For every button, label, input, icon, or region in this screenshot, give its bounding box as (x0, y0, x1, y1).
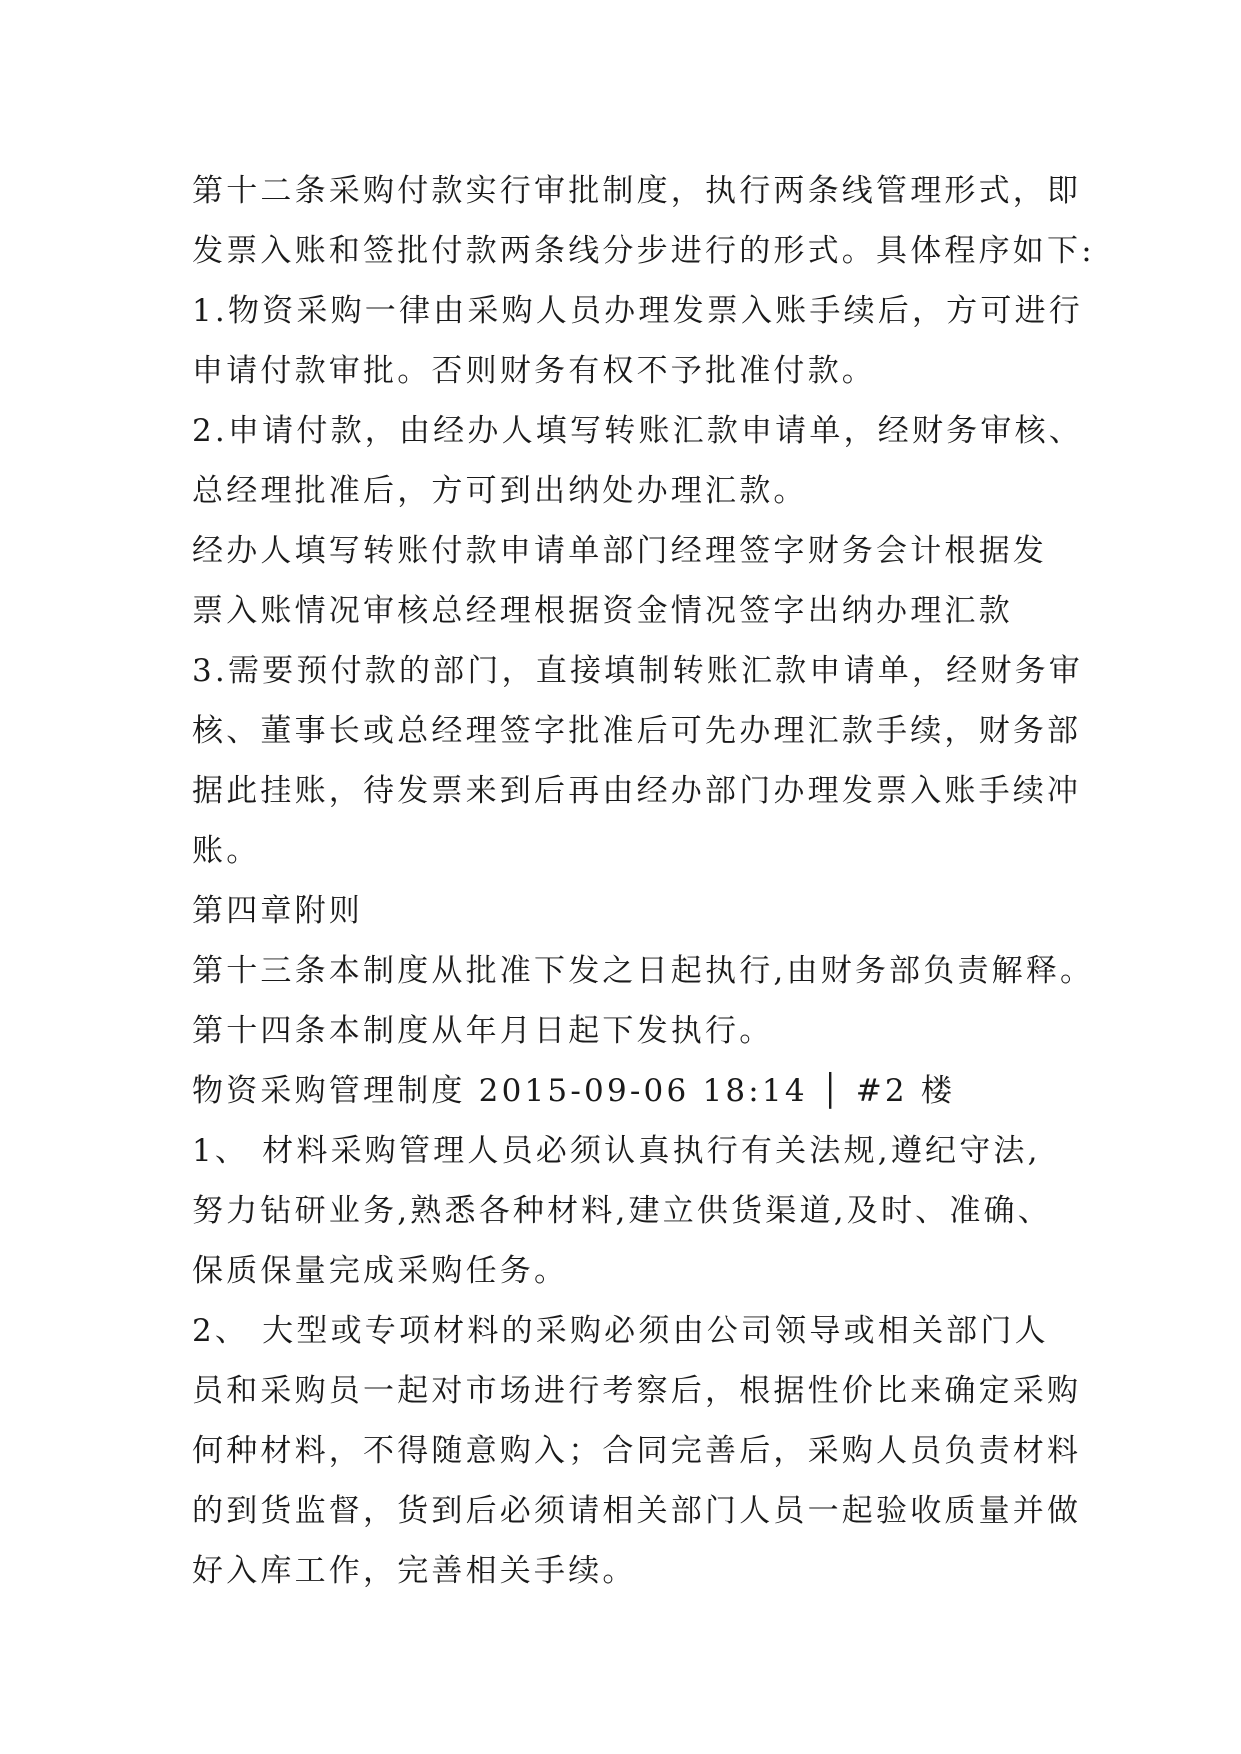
text-line: 申请付款审批。否则财务有权不予批准付款。 (192, 353, 876, 389)
text-line: 账。 (192, 833, 261, 869)
text-line: 经办人填写转账付款申请单部门经理签字财务会计根据发 (192, 533, 1047, 569)
section-heading: 第四章附则 (192, 893, 363, 929)
text-line: 总经理批准后，方可到出纳处办理汇款。 (192, 473, 808, 509)
text-line: 员和采购员一起对市场进行考察后，根据性价比来确定采购 (192, 1373, 1082, 1409)
text-line: 何种材料，不得随意购入；合同完善后，采购人员负责材料 (192, 1433, 1082, 1469)
text-line: 发票入账和签批付款两条线分步进行的形式。具体程序如下: (192, 233, 1095, 269)
text-line: 1、 材料采购管理人员必须认真执行有关法规,遵纪守法, (192, 1133, 1041, 1169)
text-line: 第十二条采购付款实行审批制度，执行两条线管理形式，即 (192, 173, 1082, 209)
text-line: 第十三条本制度从批准下发之日起执行,由财务部负责解释。 (192, 953, 1095, 989)
text-line: 好入库工作，完善相关手续。 (192, 1553, 637, 1589)
text-line: 第十四条本制度从年月日起下发执行。 (192, 1013, 774, 1049)
post-header-line: 物资采购管理制度 2015-09-06 18:14 │ #2 楼 (192, 1073, 956, 1109)
text-line: 1.物资采购一律由采购人员办理发票入账手续后，方可进行 (192, 293, 1083, 329)
text-line: 核、董事长或总经理签字批准后可先办理汇款手续，财务部 (192, 713, 1082, 749)
text-line: 3.需要预付款的部门，直接填制转账汇款申请单，经财务审 (192, 653, 1083, 689)
text-line: 票入账情况审核总经理根据资金情况签字出纳办理汇款 (192, 593, 1013, 629)
text-line: 努力钻研业务,熟悉各种材料,建立供货渠道,及时、准确、 (192, 1193, 1052, 1229)
text-line: 据此挂账，待发票来到后再由经办部门办理发票入账手续冲 (192, 773, 1082, 809)
text-line: 2.申请付款，由经办人填写转账汇款申请单，经财务审核、 (192, 413, 1083, 449)
text-line: 2、 大型或专项材料的采购必须由公司领导或相关部门人 (192, 1313, 1049, 1349)
text-line: 的到货监督，货到后必须请相关部门人员一起验收质量并做 (192, 1493, 1082, 1529)
document-body (192, 161, 1095, 1601)
text-line: 保质保量完成采购任务。 (192, 1253, 569, 1289)
